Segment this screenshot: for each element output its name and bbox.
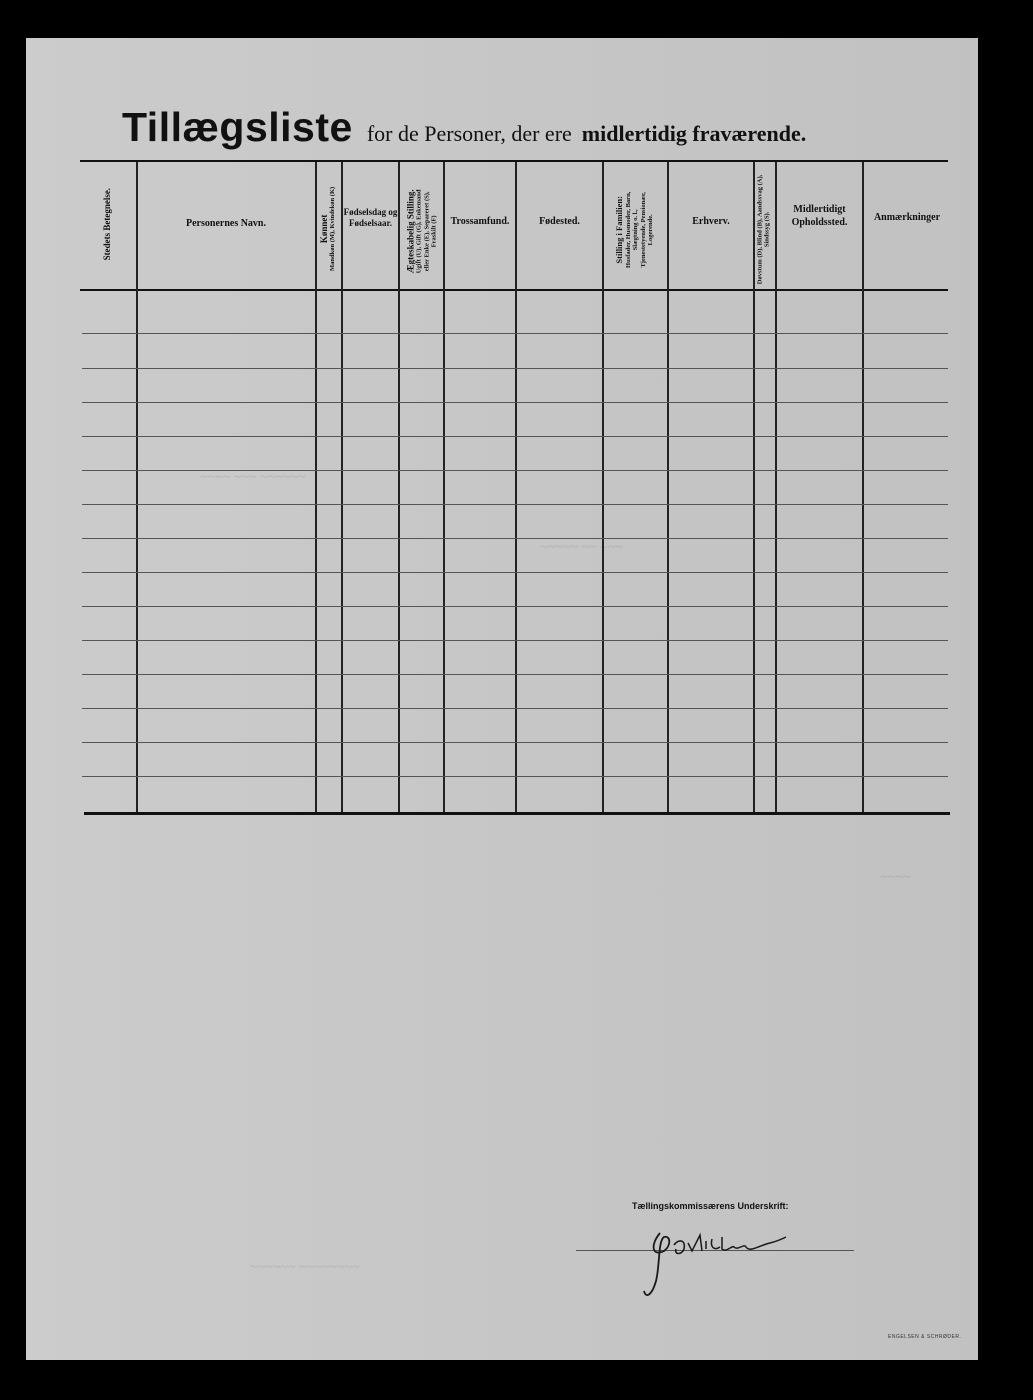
table-row <box>82 368 948 369</box>
header-stilling-line3: Slægtning o. l., <box>632 209 640 251</box>
header-fodested: Fødested. <box>539 216 580 227</box>
title-bold: midlertidig fraværende. <box>581 121 807 146</box>
table-row <box>82 538 948 539</box>
header-aegte-line4: Fraskilt (F) <box>430 215 438 248</box>
header-tros: Trossamfund. <box>450 216 510 227</box>
header-midlertidigt <box>777 204 862 229</box>
title-middle: for de Personer, der ere <box>366 121 572 146</box>
header-fodsel: Fødselsdag og Fødselsaar. <box>343 207 398 229</box>
col-divider <box>602 162 604 812</box>
header-stilling-line5: Logerende. <box>647 214 655 246</box>
header-stilling-line4: Tjenestetyende, Pensionær, <box>639 192 647 268</box>
header-kjonn-title: Kønnet <box>319 214 330 244</box>
header-navn: Personernes Navn. <box>186 218 266 229</box>
bleed-through-mark: ~~~~~ ~~ ~~~ <box>540 540 623 555</box>
col-divider <box>443 162 445 812</box>
table-row <box>82 776 948 777</box>
header-dovstum-text: Døvstum (D), Blind (B), Aandssvag (A), Sindssyg (S). <box>756 174 771 285</box>
header-kjonn-sub: Mandkøn (M), Kvindekøn (K) <box>329 186 337 271</box>
header-stilling-line1: Stilling i Familien: <box>614 196 625 264</box>
header-kjonn <box>319 179 337 279</box>
title-main: Tillægsliste <box>122 104 353 150</box>
header-aegte-line3: eller Enke (E), Separeret (S), <box>423 191 431 272</box>
table-row <box>82 572 948 573</box>
census-sheet <box>26 38 978 1360</box>
header-aegte-line2: Ugift (U), Gift (G), Enkemand <box>415 189 423 274</box>
bleed-through-mark: ~~~~ ~~~ ~~~~~~ <box>200 470 306 485</box>
col-divider <box>341 162 343 812</box>
header-anmaerkninger: Anmærkninger <box>873 212 941 223</box>
printer-mark: ENGELSEN & SCHRØDER. <box>888 1334 962 1340</box>
table-row <box>82 333 948 334</box>
table-bottom-rule <box>84 812 950 815</box>
signature-handwriting <box>630 1225 790 1305</box>
table-row <box>82 606 948 607</box>
col-divider <box>862 162 864 812</box>
table-row <box>82 436 948 437</box>
header-erhverv: Erhverv. <box>692 216 730 227</box>
col-divider <box>398 162 400 812</box>
header-midl-line1: Midlertidigt <box>793 204 846 215</box>
col-divider <box>136 162 138 812</box>
bleed-through-mark: ~~~~ <box>880 870 911 885</box>
table-row <box>82 674 948 675</box>
table-row <box>82 504 948 505</box>
table-row <box>82 640 948 641</box>
table-top-rule <box>80 160 948 162</box>
bleed-through-mark: ~~~~~~ ~~~~~~~~ <box>250 1260 360 1275</box>
table-row <box>82 742 948 743</box>
col-divider <box>315 162 317 812</box>
header-bottom-rule <box>80 289 948 291</box>
header-aegte <box>406 172 439 290</box>
col-divider <box>667 162 669 812</box>
header-stilling-line2: Husfader, Husmoder, Barn, <box>624 191 632 268</box>
signature-label: Tællingskommissærens Underskrift: <box>632 1201 789 1211</box>
header-midl-line2: Opholdssted. <box>791 216 848 228</box>
header-stedets: Stedets Betegnelse. <box>101 187 112 261</box>
col-divider <box>515 162 517 812</box>
header-dovstum <box>757 171 772 287</box>
col-divider <box>753 162 755 812</box>
table-row <box>82 708 948 709</box>
col-divider <box>775 162 777 812</box>
header-aegte-line1: Ægteskabelig Stilling. <box>405 189 416 274</box>
table-row <box>82 402 948 403</box>
header-stilling <box>615 170 655 290</box>
form-title <box>122 104 806 151</box>
